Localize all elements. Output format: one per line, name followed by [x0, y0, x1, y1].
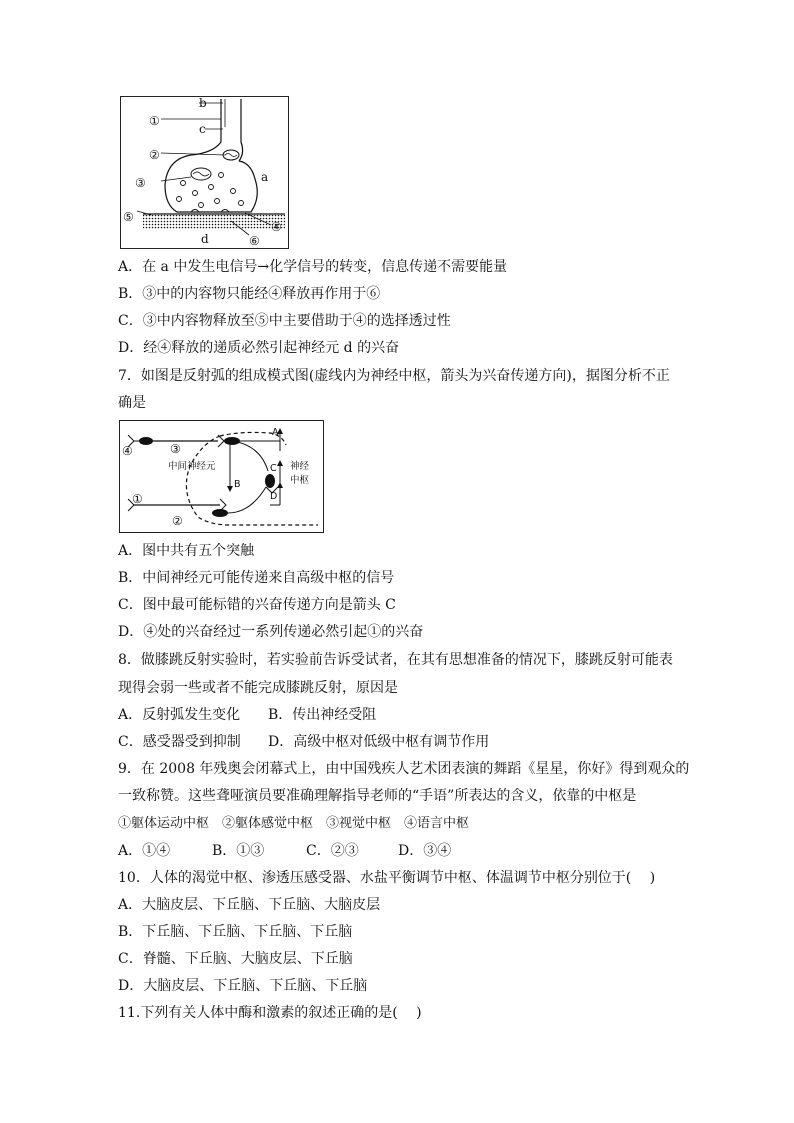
q11-stem: 11.下列有关人体中酶和激素的叙述正确的是( ): [118, 1005, 422, 1021]
fig1-label-c: c: [199, 122, 206, 136]
fig2-label-2: ②: [172, 514, 183, 528]
fig2-label-C: C: [270, 463, 277, 474]
fig2-label-center-top: 神经: [290, 461, 310, 472]
q6-option-a: A．在 a 中发生电信号→化学信号的转变，信息传递不需要能量: [118, 259, 508, 275]
q8-option-a: A．反射弧发生变化: [118, 707, 241, 723]
q9-option-d: D．③④: [398, 843, 452, 859]
q7-option-d: D．④处的兴奋经过一系列传递必然引起①的兴奋: [118, 624, 424, 640]
q10-option-b: B．下丘脑、下丘脑、下丘脑、下丘脑: [118, 924, 353, 940]
q6-option-c: C．③中内容物释放至⑤中主要借助于④的选择透过性: [118, 313, 451, 329]
synapse-diagram: [121, 97, 288, 248]
q10-option-c: C．脊髓、下丘脑、大脑皮层、下丘脑: [118, 951, 353, 967]
fig1-label-2: ②: [149, 148, 160, 162]
fig1-label-1: ①: [149, 114, 160, 128]
q9-option-b: B．①③: [212, 843, 265, 859]
fig2-label-D: D: [270, 491, 278, 502]
q8-stem-line1: 8．做膝跳反射实验时，若实验前告诉受试者，在其有思想准备的情况下，膝跳反射可能表: [118, 652, 673, 668]
fig2-label-3: ③: [170, 442, 181, 456]
fig1-label-6: ⑥: [249, 234, 260, 248]
q7-option-a: A．图中共有五个突触: [118, 543, 255, 559]
q6-option-d: D．经④释放的递质必然引起神经元 d 的兴奋: [118, 340, 400, 356]
q8-stem-line2: 现得会弱一些或者不能完成膝跳反射，原因是: [118, 680, 398, 696]
fig1-label-b: b: [199, 97, 207, 110]
fig2-label-center-bottom: 中枢: [290, 475, 310, 486]
fig2-label-interneuron: 中间神经元: [168, 461, 216, 472]
q6-option-b: B．③中的内容物只能经④释放再作用于⑥: [118, 286, 381, 302]
q10-option-a: A．大脑皮层、下丘脑、下丘脑、大脑皮层: [118, 897, 381, 913]
fig1-label-a: a: [261, 170, 269, 184]
synapse-figure: [120, 96, 289, 249]
q10-option-d: D．大脑皮层、下丘脑、下丘脑、下丘脑: [118, 978, 368, 994]
fig1-label-5: ⑤: [123, 210, 134, 224]
q9-option-c: C．②③: [306, 843, 359, 859]
q9-stem-line2: 一致称赞。这些聋哑演员要准确理解指导老师的“手语”所表达的含义，依靠的中枢是: [118, 788, 637, 804]
q9-option-a: A．①④: [118, 843, 171, 859]
fig1-label-d: d: [201, 232, 209, 246]
q7-option-b: B．中间神经元可能传递来自高级中枢的信号: [118, 570, 395, 586]
q8-option-d: D．高级中枢对低级中枢有调节作用: [268, 734, 490, 750]
q9-stem-line1: 9．在 2008 年残奥会闭幕式上，由中国残疾人艺术团表演的舞蹈《星星，你好》得到观众的: [118, 761, 690, 777]
fig2-label-1: ①: [132, 492, 143, 506]
fig1-label-3: ③: [135, 176, 146, 190]
q8-option-b: B．传出神经受阻: [268, 707, 377, 723]
q9-choices: ①躯体运动中枢 ②躯体感觉中枢 ③视觉中枢 ④语言中枢: [118, 816, 470, 831]
fig1-label-4: ④: [271, 220, 282, 234]
q10-stem: 10．人体的渴觉中枢、渗透压感受器、水盐平衡调节中枢、体温调节中枢分别位于( ): [118, 870, 656, 886]
fig2-label-B: B: [234, 479, 241, 490]
q7-option-c: C．图中最可能标错的兴奋传递方向是箭头 C: [118, 597, 396, 613]
q8-option-c: C．感受器受到抑制: [118, 734, 241, 750]
q7-stem-line1: 7．如图是反射弧的组成模式图(虚线内为神经中枢，箭头为兴奋传递方向)，据图分析不正: [118, 368, 670, 384]
fig2-label-4: ④: [122, 444, 133, 458]
q7-stem-line2: 确是: [118, 395, 146, 411]
fig2-label-A: A: [272, 427, 279, 438]
reflex-arc-diagram: [120, 421, 323, 532]
reflex-arc-figure: [119, 420, 324, 533]
